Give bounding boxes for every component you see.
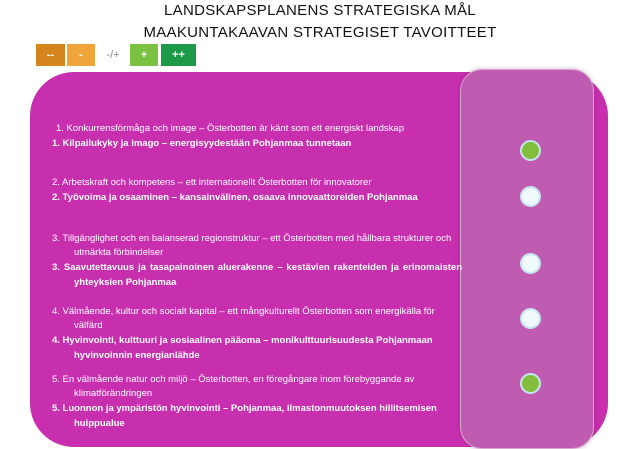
- objective-2-finnish: 2. Työvoima ja osaaminen – kansainvälinen, osaava innovaattoreiden Pohjanmaa: [52, 192, 418, 203]
- objective-4: [52, 305, 462, 363]
- objective-1-finnish: 1. Kilpailukyky ja imago – energisyydestään Pohjanmaa tunnetaan: [52, 138, 352, 149]
- title-finnish: MAAKUNTAKAAVAN STRATEGISET TAVOITTEET: [143, 24, 497, 41]
- objective-4-swedish: 4. Välmående, kultur och socialt kapital – ett mångkulturellt Österbotten som energikälla för välfärd: [52, 306, 435, 331]
- rating-dot-2: [520, 186, 541, 207]
- objective-3-finnish: 3. Saavutettavuus ja tasapainoinen aluerakenne – kestävien rakenteiden ja erinomaisten yhteyksien Pohjanmaa: [52, 262, 462, 288]
- title-swedish: LANDSKAPSPLANENS STRATEGISKA MÅL: [164, 2, 476, 19]
- legend-very-positive: ++: [161, 44, 196, 66]
- objective-1: [52, 122, 462, 151]
- legend-neutral: -/+: [98, 44, 128, 66]
- legend-negative: -: [67, 44, 95, 66]
- legend-positive: +: [130, 44, 158, 66]
- objective-2-swedish: 2. Arbetskraft och kompetens – ett internationellt Österbotten för innovatorer: [52, 177, 372, 188]
- objective-4-finnish: 4. Hyvinvointi, kulttuuri ja sosiaalinen pääoma – monikulttuurisuudesta Pohjanmaan hyvinvoinnin energianlähde: [52, 335, 433, 361]
- rating-dot-5: [520, 373, 541, 394]
- objective-3: [52, 232, 462, 290]
- objective-2: [52, 176, 462, 205]
- legend-very-negative: --: [36, 44, 65, 66]
- rating-dot-1: [520, 140, 541, 161]
- objective-5: [52, 373, 462, 431]
- rating-dot-4: [520, 308, 541, 329]
- objective-3-swedish: 3. Tillgänglighet och en balanserad regionstruktur – ett Österbotten med hållbara strukturer och utmärkta förbindelser: [52, 233, 452, 258]
- objective-5-finnish: 5. Luonnon ja ympäristön hyvinvointi – Pohjanmaa, ilmastonmuutoksen hillitsemisen huippualue: [52, 403, 437, 429]
- objective-1-swedish: 1. Konkurrensförmåga och image – Österbotten är känt som ett energiskt landskap: [56, 123, 404, 134]
- objective-5-swedish: 5. En välmående natur och miljö – Österbotten, en föregångare inom förebyggande av klimatförändringen: [52, 374, 415, 399]
- rating-dot-3: [520, 253, 541, 274]
